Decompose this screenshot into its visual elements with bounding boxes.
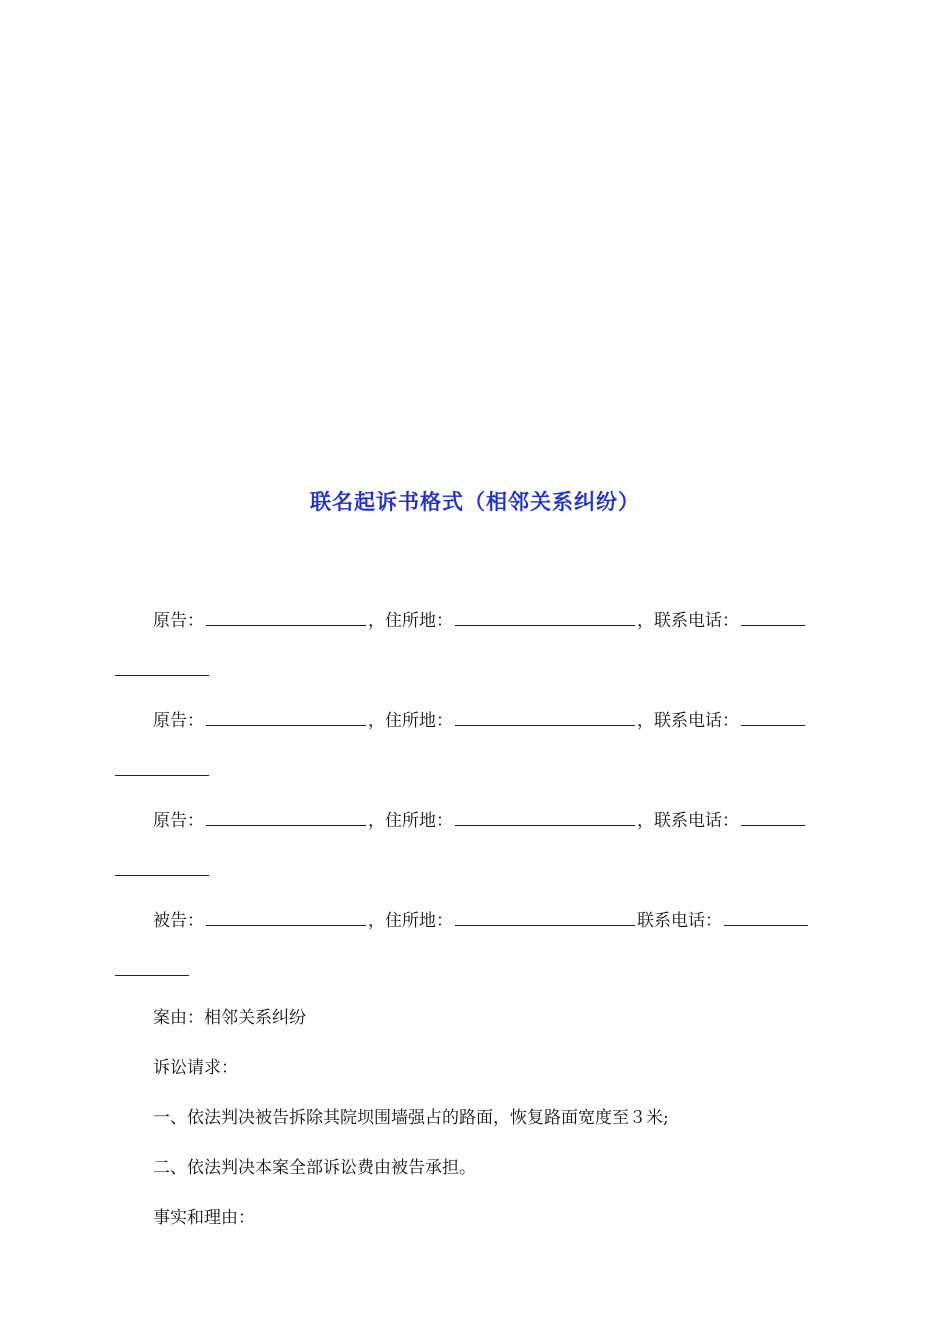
claim-item: 一、依法判决被告拆除其院坝围墙强占的路面，恢复路面宽度至３米; [153,1108,669,1128]
name-blank [206,908,366,926]
phone-blank-continued [115,658,209,683]
phone-blank [741,608,805,626]
phone-blank [724,908,808,926]
party-role-label: 原告： [153,711,204,731]
party-role-label: 原告： [153,611,204,631]
party-role-label: 被告： [153,911,204,931]
phone-label: ，联系电话： [637,711,739,731]
phone-label: ，联系电话： [637,811,739,831]
cause-line: 案由：相邻关系纠纷 [153,1008,306,1028]
claim-item: 二、依法判决本案全部诉讼费由被告承担。 [153,1158,476,1178]
address-label: ，住所地： [368,611,453,631]
document-title: 联名起诉书格式（相邻关系纠纷） [310,490,640,514]
phone-blank [741,708,805,726]
name-blank [206,608,366,626]
address-label: ，住所地： [368,711,453,731]
phone-blank-continued [115,958,189,983]
party-role-label: 原告： [153,811,204,831]
phone-blank-continued [115,758,209,783]
address-label: ，住所地： [368,911,453,931]
facts-heading: 事实和理由： [153,1208,255,1228]
name-blank [206,808,366,826]
address-blank [455,808,635,826]
address-label: ，住所地： [368,811,453,831]
address-blank [455,608,635,626]
party-line [153,608,807,633]
phone-label: 联系电话： [637,911,722,931]
party-line [153,808,807,833]
name-blank [206,708,366,726]
phone-blank [741,808,805,826]
claims-heading: 诉讼请求： [153,1058,238,1078]
party-line [153,708,807,733]
address-blank [455,908,635,926]
party-line [153,908,810,933]
phone-blank-continued [115,858,209,883]
address-blank [455,708,635,726]
phone-label: ，联系电话： [637,611,739,631]
